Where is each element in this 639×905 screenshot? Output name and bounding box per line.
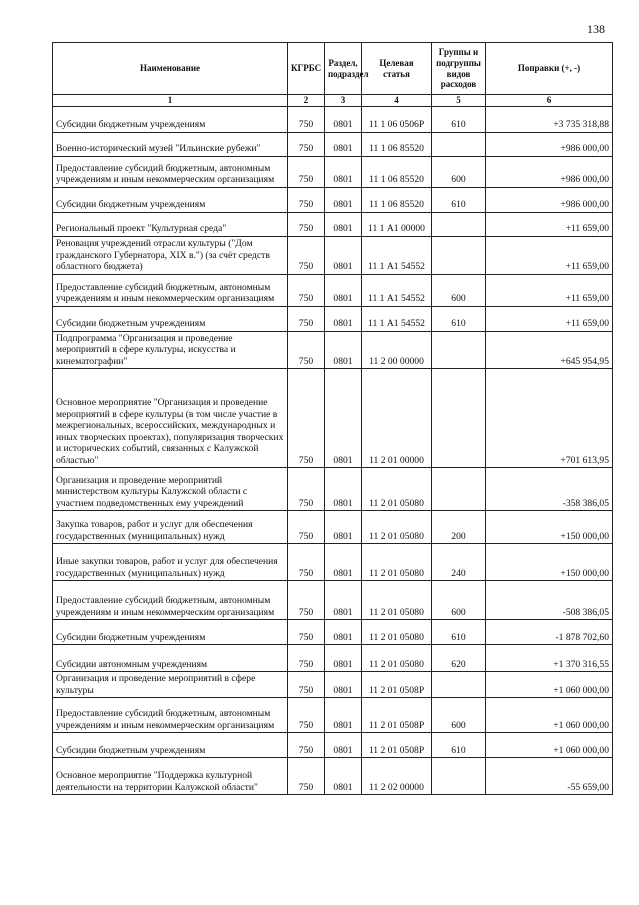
table-row xyxy=(53,331,613,369)
row-target: 11 1 А1 54552 xyxy=(362,274,432,306)
row-name: Закупка товаров, работ и услуг для обеспечения государственных (муниципальных) нужд xyxy=(53,511,288,544)
row-target: 11 1 А1 00000 xyxy=(362,212,432,236)
row-amount: +986 000,00 xyxy=(486,156,613,187)
row-amount: -55 659,00 xyxy=(486,758,613,795)
header-amendments: Поправки (+, -) xyxy=(486,43,613,95)
row-group: 200 xyxy=(432,511,486,544)
table-row xyxy=(53,212,613,236)
row-name: Субсидии бюджетным учреждениям xyxy=(53,187,288,212)
row-kgrbs: 750 xyxy=(288,369,325,468)
row-group: 240 xyxy=(432,544,486,581)
row-group: 600 xyxy=(432,581,486,620)
table-row xyxy=(53,698,613,733)
table-header-row xyxy=(53,43,613,95)
header-target: Целевая статья xyxy=(362,43,432,95)
row-section: 0801 xyxy=(325,620,362,645)
row-kgrbs: 750 xyxy=(288,645,325,672)
row-kgrbs: 750 xyxy=(288,331,325,369)
row-section: 0801 xyxy=(325,106,362,132)
table-row xyxy=(53,132,613,156)
row-target: 11 2 02 00000 xyxy=(362,758,432,795)
row-section: 0801 xyxy=(325,645,362,672)
row-target: 11 2 01 05080 xyxy=(362,544,432,581)
row-target: 11 2 01 00000 xyxy=(362,369,432,468)
row-kgrbs: 750 xyxy=(288,106,325,132)
row-kgrbs: 750 xyxy=(288,672,325,698)
row-kgrbs: 750 xyxy=(288,212,325,236)
column-number: 5 xyxy=(432,95,486,107)
row-name: Предоставление субсидий бюджетным, автономным учреждениям и иным некоммерческим организациям xyxy=(53,274,288,306)
header-name: Наименование xyxy=(53,43,288,95)
table-row xyxy=(53,733,613,758)
row-section: 0801 xyxy=(325,306,362,331)
row-group xyxy=(432,468,486,511)
row-group: 610 xyxy=(432,306,486,331)
column-number: 4 xyxy=(362,95,432,107)
header-groups: Группы и подгруппы видов расходов xyxy=(432,43,486,95)
row-amount: +1 060 000,00 xyxy=(486,698,613,733)
column-number-row xyxy=(53,95,613,107)
row-kgrbs: 750 xyxy=(288,306,325,331)
row-group xyxy=(432,369,486,468)
row-group: 600 xyxy=(432,698,486,733)
row-target: 11 1 06 85520 xyxy=(362,187,432,212)
row-amount: +11 659,00 xyxy=(486,274,613,306)
row-target: 11 2 01 0508Р xyxy=(362,672,432,698)
row-section: 0801 xyxy=(325,331,362,369)
table-row xyxy=(53,511,613,544)
header-kgrbs: КГРБС xyxy=(288,43,325,95)
table-row xyxy=(53,468,613,511)
row-section: 0801 xyxy=(325,132,362,156)
row-name: Предоставление субсидий бюджетным, автономным учреждениям и иным некоммерческим организациям xyxy=(53,698,288,733)
row-name: Предоставление субсидий бюджетным, автономным учреждениям и иным некоммерческим организациям xyxy=(53,581,288,620)
row-target: 11 1 А1 54552 xyxy=(362,306,432,331)
row-section: 0801 xyxy=(325,698,362,733)
row-group xyxy=(432,236,486,274)
row-kgrbs: 750 xyxy=(288,620,325,645)
row-section: 0801 xyxy=(325,672,362,698)
row-group: 610 xyxy=(432,187,486,212)
row-name: Организация и проведение мероприятий министерством культуры Калужской области с участием подведомственных ему учреждений xyxy=(53,468,288,511)
table-row xyxy=(53,758,613,795)
page-number: 138 xyxy=(587,22,605,36)
row-amount: -508 386,05 xyxy=(486,581,613,620)
row-group: 610 xyxy=(432,106,486,132)
row-target: 11 2 01 05080 xyxy=(362,468,432,511)
row-amount: +11 659,00 xyxy=(486,236,613,274)
row-group: 600 xyxy=(432,156,486,187)
row-name: Субсидии бюджетным учреждениям xyxy=(53,620,288,645)
table-row xyxy=(53,187,613,212)
row-section: 0801 xyxy=(325,156,362,187)
row-section: 0801 xyxy=(325,468,362,511)
row-target: 11 2 01 0508Р xyxy=(362,698,432,733)
table-row xyxy=(53,369,613,468)
row-amount: +150 000,00 xyxy=(486,511,613,544)
row-name: Иные закупки товаров, работ и услуг для обеспечения государственных (муниципальных) нужд xyxy=(53,544,288,581)
row-section: 0801 xyxy=(325,511,362,544)
row-amount: +986 000,00 xyxy=(486,132,613,156)
table-row xyxy=(53,581,613,620)
row-amount: +1 060 000,00 xyxy=(486,733,613,758)
row-target: 11 1 06 85520 xyxy=(362,132,432,156)
row-kgrbs: 750 xyxy=(288,187,325,212)
row-kgrbs: 750 xyxy=(288,132,325,156)
column-number: 3 xyxy=(325,95,362,107)
row-kgrbs: 750 xyxy=(288,698,325,733)
row-target: 11 2 00 00000 xyxy=(362,331,432,369)
table-row xyxy=(53,274,613,306)
row-group xyxy=(432,132,486,156)
row-name: Военно-исторический музей "Ильинские рубежи" xyxy=(53,132,288,156)
row-kgrbs: 750 xyxy=(288,581,325,620)
row-amount: +11 659,00 xyxy=(486,306,613,331)
column-number: 1 xyxy=(53,95,288,107)
row-section: 0801 xyxy=(325,581,362,620)
table-body xyxy=(53,106,613,795)
row-kgrbs: 750 xyxy=(288,544,325,581)
row-amount: +1 370 316,55 xyxy=(486,645,613,672)
row-target: 11 2 01 05080 xyxy=(362,620,432,645)
row-section: 0801 xyxy=(325,758,362,795)
row-amount: +11 659,00 xyxy=(486,212,613,236)
table-row xyxy=(53,306,613,331)
table-row xyxy=(53,620,613,645)
row-kgrbs: 750 xyxy=(288,274,325,306)
row-section: 0801 xyxy=(325,544,362,581)
row-section: 0801 xyxy=(325,212,362,236)
row-name: Подпрограмма "Организация и проведение мероприятий в сфере культуры, искусства и кинематографии" xyxy=(53,331,288,369)
row-name: Субсидии автономным учреждениям xyxy=(53,645,288,672)
header-section: Раздел, подраздел xyxy=(325,43,362,95)
row-target: 11 1 06 0506Р xyxy=(362,106,432,132)
table-row xyxy=(53,645,613,672)
row-amount: -1 878 702,60 xyxy=(486,620,613,645)
column-number: 6 xyxy=(486,95,613,107)
row-group: 620 xyxy=(432,645,486,672)
row-amount: +645 954,95 xyxy=(486,331,613,369)
row-target: 11 2 01 05080 xyxy=(362,581,432,620)
row-target: 11 1 06 85520 xyxy=(362,156,432,187)
row-name: Предоставление субсидий бюджетным, автономным учреждениям и иным некоммерческим организациям xyxy=(53,156,288,187)
row-amount: +150 000,00 xyxy=(486,544,613,581)
row-kgrbs: 750 xyxy=(288,236,325,274)
row-group xyxy=(432,758,486,795)
column-number: 2 xyxy=(288,95,325,107)
row-target: 11 2 01 05080 xyxy=(362,511,432,544)
table-row xyxy=(53,106,613,132)
table-row xyxy=(53,156,613,187)
row-group: 610 xyxy=(432,620,486,645)
table-row xyxy=(53,672,613,698)
table-row xyxy=(53,544,613,581)
row-name: Реновация учреждений отрасли культуры ("Дом гражданского Губернатора, XIX в.") (за счёт средств областного бюджета) xyxy=(53,236,288,274)
row-amount: +986 000,00 xyxy=(486,187,613,212)
row-group xyxy=(432,331,486,369)
row-name: Региональный проект "Культурная среда" xyxy=(53,212,288,236)
row-amount: +701 613,95 xyxy=(486,369,613,468)
row-name: Основное мероприятие "Организация и проведение мероприятий в сфере культуры (в том числе участие в межрегиональных, всероссийских, международных и иных творческих проектах), популяризация творческих и исторических событий, связанных с Калужской областью" xyxy=(53,369,288,468)
row-name: Субсидии бюджетным учреждениям xyxy=(53,306,288,331)
row-section: 0801 xyxy=(325,187,362,212)
row-target: 11 2 01 05080 xyxy=(362,645,432,672)
row-amount: +3 735 318,88 xyxy=(486,106,613,132)
row-name: Основное мероприятие "Поддержка культурной деятельности на территории Калужской области" xyxy=(53,758,288,795)
row-kgrbs: 750 xyxy=(288,733,325,758)
row-kgrbs: 750 xyxy=(288,156,325,187)
row-amount: +1 060 000,00 xyxy=(486,672,613,698)
row-kgrbs: 750 xyxy=(288,468,325,511)
row-section: 0801 xyxy=(325,733,362,758)
row-section: 0801 xyxy=(325,274,362,306)
budget-amendments-table xyxy=(52,42,613,795)
row-target: 11 1 А1 54552 xyxy=(362,236,432,274)
row-group xyxy=(432,212,486,236)
row-name: Субсидии бюджетным учреждениям xyxy=(53,106,288,132)
row-target: 11 2 01 0508Р xyxy=(362,733,432,758)
row-kgrbs: 750 xyxy=(288,511,325,544)
row-group: 610 xyxy=(432,733,486,758)
row-name: Организация и проведение мероприятий в сфере культуры xyxy=(53,672,288,698)
row-amount: -358 386,05 xyxy=(486,468,613,511)
row-section: 0801 xyxy=(325,236,362,274)
table-row xyxy=(53,236,613,274)
row-group: 600 xyxy=(432,274,486,306)
row-group xyxy=(432,672,486,698)
row-section: 0801 xyxy=(325,369,362,468)
row-kgrbs: 750 xyxy=(288,758,325,795)
row-name: Субсидии бюджетным учреждениям xyxy=(53,733,288,758)
